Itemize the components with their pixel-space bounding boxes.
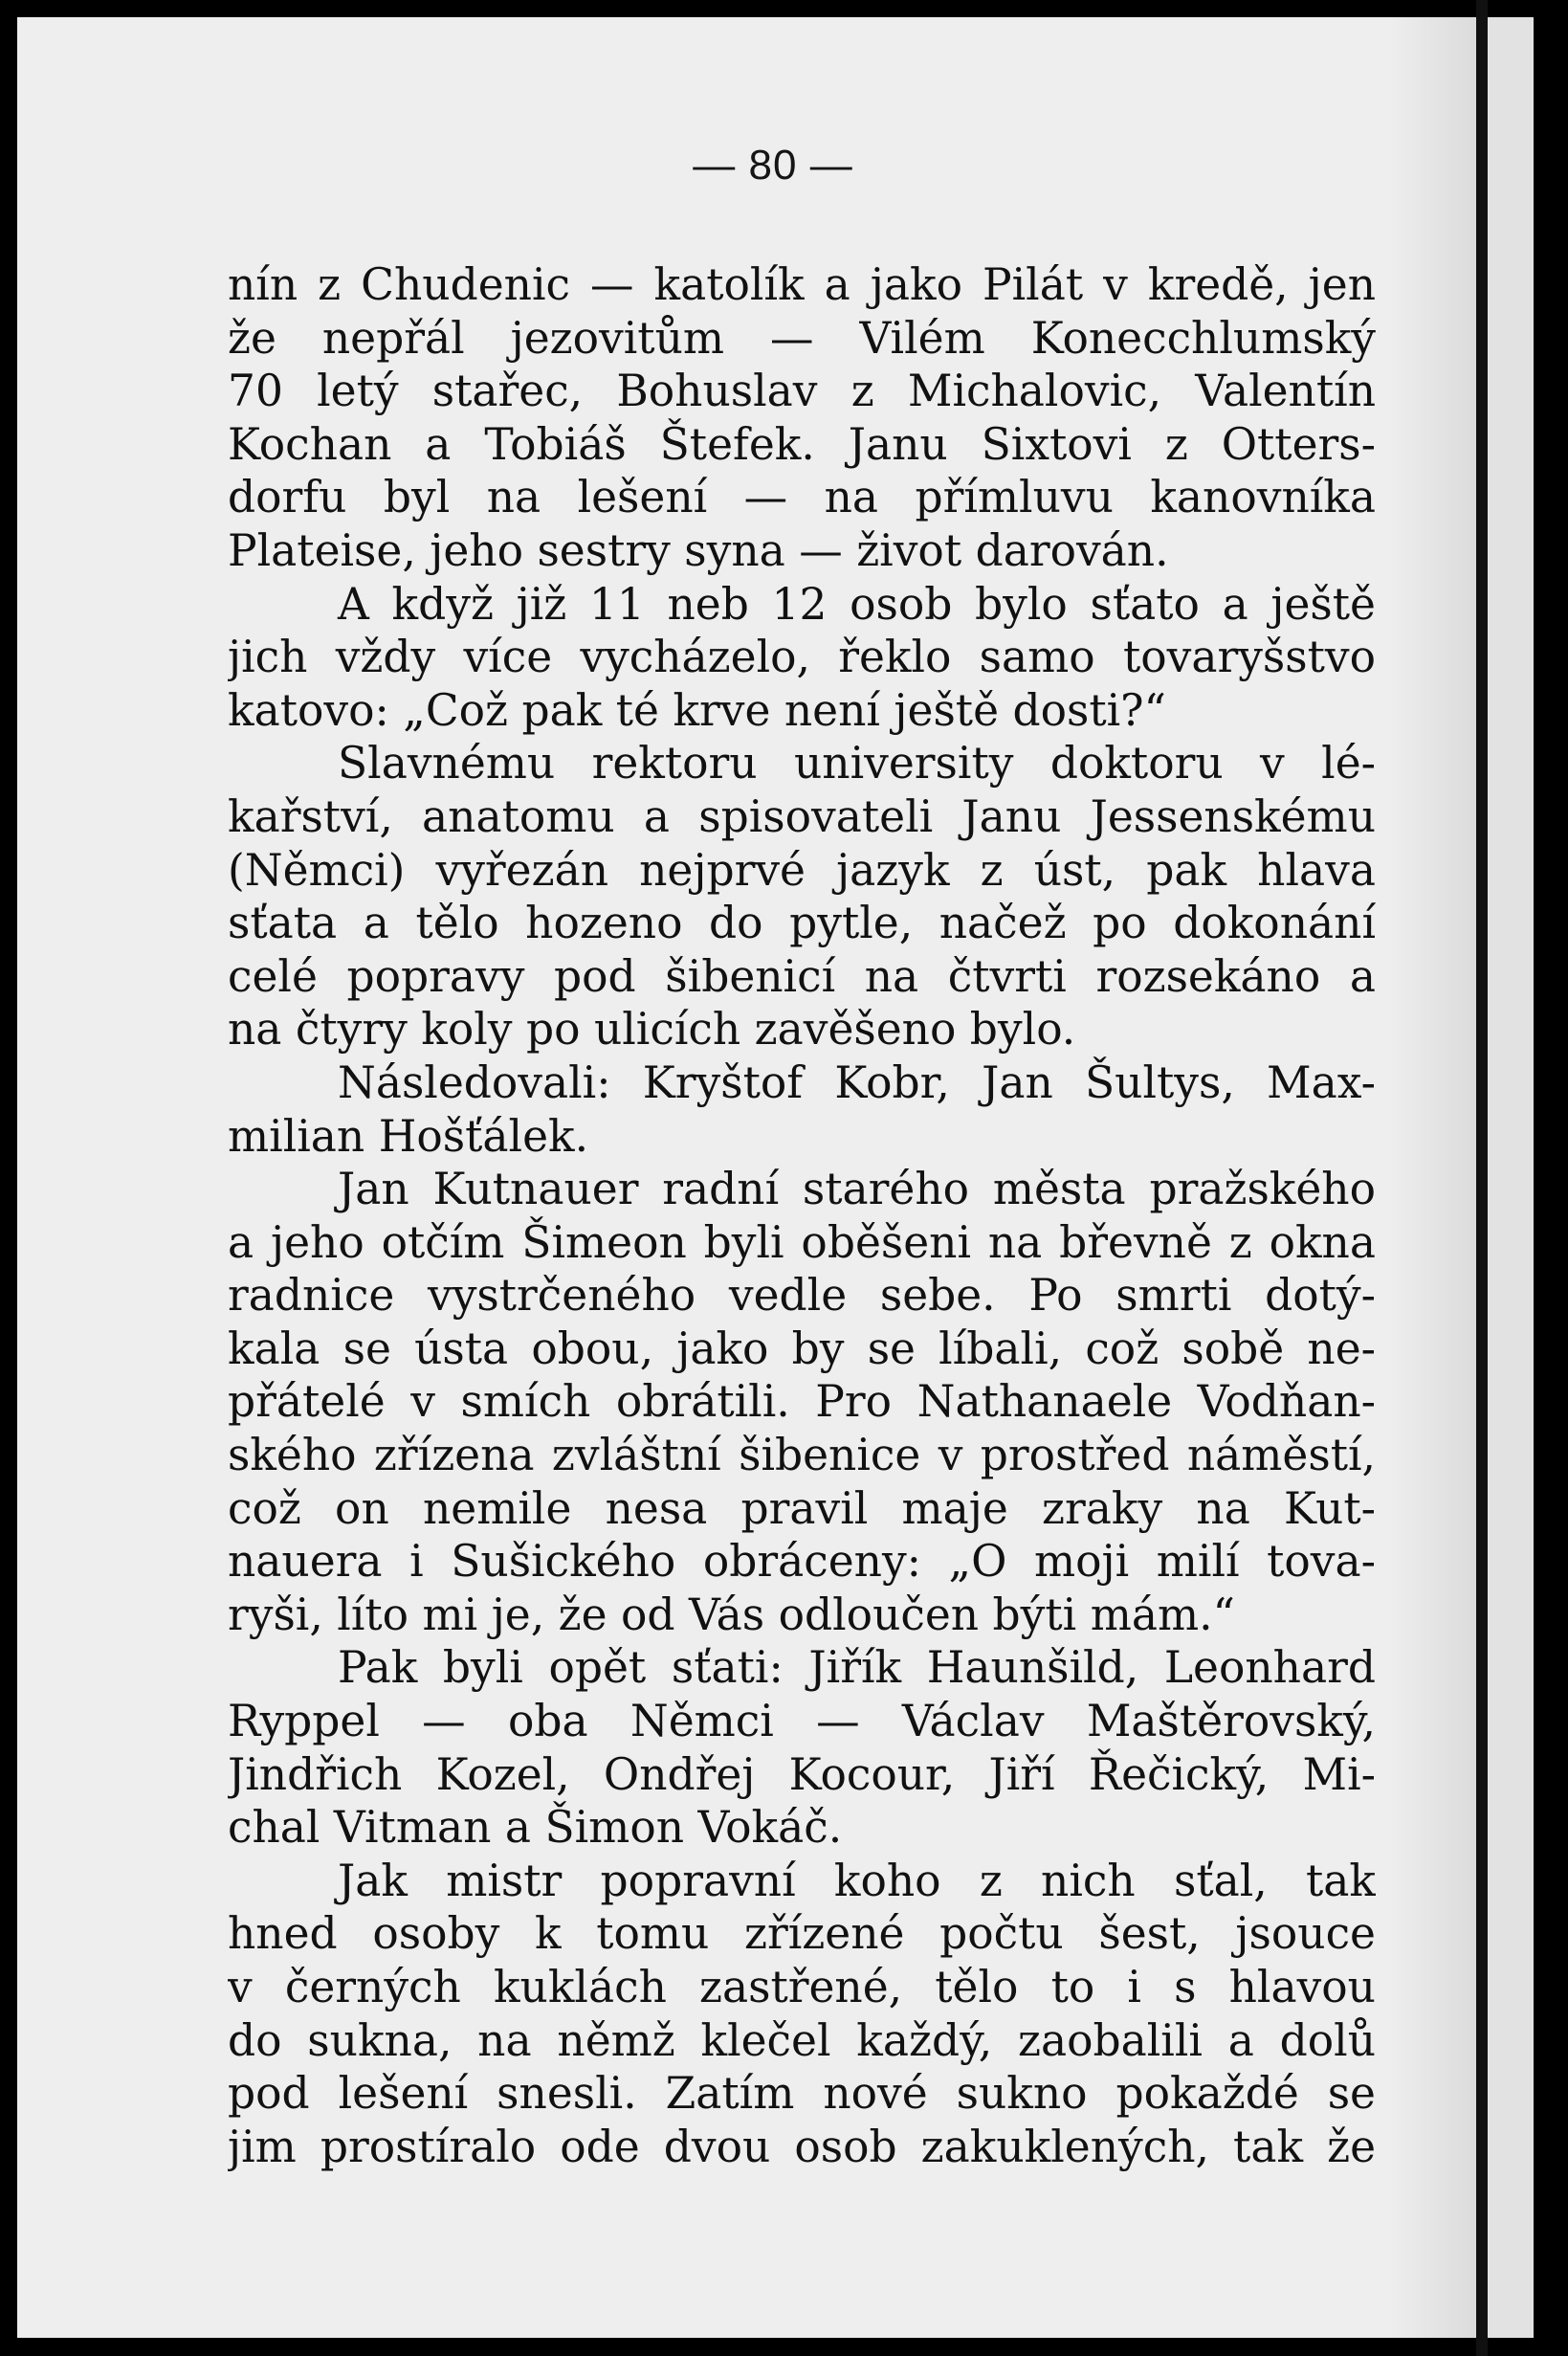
text-line: Pak byli opět sťati: Jiřík Haunšild, Leonhard [338, 1642, 1376, 1694]
scan-border [1534, 0, 1568, 2356]
text-line: ského zřízena zvláštní šibenice v prostřed náměstí, [228, 1430, 1376, 1481]
text-line: nín z Chudenic — katolík a jako Pilát v kredě, jen [228, 259, 1376, 310]
text-line: Plateise, jeho sestry syna — život darován. [228, 524, 1169, 576]
text-line: Jan Kutnauer radní starého města pražského [338, 1164, 1376, 1215]
text-line: hned osoby k tomu zřízené počtu šest, jsouce [228, 1908, 1376, 1960]
text-line: 70 letý stařec, Bohuslav z Michalovic, Valentín [228, 366, 1376, 417]
text-line: ryši, líto mi je, že od Vás odloučen býti mám.“ [228, 1589, 1235, 1640]
text-line: v černých kuklách zastřené, tělo to i s hlavou [228, 1962, 1376, 2012]
text-line: na čtyry koly po ulicích zavěšeno bylo. [228, 1004, 1076, 1056]
text-line: Ryppel — oba Němci — Václav Maštěrovský, [228, 1696, 1376, 1747]
text-line: že nepřál jezovitům — Vilém Konecchlumský [228, 312, 1376, 364]
text-line: Jak mistr popravní koho z nich sťal, tak [338, 1855, 1376, 1906]
text-line: dorfu byl na lešení — na přímluvu kanovníka [228, 472, 1376, 523]
text-line: (Němci) vyřezán nejprvé jazyk z úst, pak hlava [228, 844, 1376, 896]
text-line: radnice vystrčeného vedle sebe. Po smrti dotý- [228, 1270, 1376, 1322]
text-line: chal Vitman a Šimon Vokáč. [228, 1802, 843, 1854]
text-line: což on nemile nesa pravil maje zraky na Kut- [228, 1482, 1376, 1534]
book-page [17, 17, 1476, 2338]
text-line: nauera i Sušického obráceny: „O moji milí tova- [228, 1536, 1376, 1588]
text-line: Slavnému rektoru university doktoru v lé- [338, 738, 1376, 789]
text-line: sťata a tělo hozeno do pytle, načež po dokonání [228, 898, 1376, 949]
text-line: pod lešení snesli. Zatím nové sukno pokaždé se [228, 2068, 1376, 2120]
adjacent-page-edge [1488, 17, 1534, 2338]
text-line: katovo: „Což pak té krve není ještě dosti?“ [228, 684, 1166, 736]
text-line: A když již 11 neb 12 osob bylo sťato a ještě [338, 578, 1376, 630]
text-line: kala se ústa obou, jako by se líbali, což sobě ne- [228, 1322, 1376, 1374]
page-body-text [228, 258, 1376, 2173]
text-line: Jindřich Kozel, Ondřej Kocour, Jiří Řečický, Mi- [228, 1748, 1376, 1800]
text-line: Následovali: Kryštof Kobr, Jan Šultys, Max- [338, 1056, 1376, 1108]
text-line: jich vždy více vycházelo, řeklo samo tovaryšstvo [228, 632, 1376, 683]
text-line: jim prostíralo ode dvou osob zakuklených, tak že [228, 2121, 1376, 2172]
text-line: celé popravy pod šibenicí na čtvrti rozsekáno a [228, 950, 1376, 1002]
page-number: — 80 — [693, 142, 853, 189]
text-line: Kochan a Tobiáš Štefek. Janu Sixtovi z Otters- [228, 418, 1376, 470]
text-line: do sukna, na němž klečel každý, zaobalili a dolů [228, 2014, 1376, 2066]
book-gutter [1476, 0, 1488, 2356]
text-line: kařství, anatomu a spisovateli Janu Jessenskému [228, 790, 1376, 842]
text-line: a jeho otčím Šimeon byli oběšeni na břevně z okna [228, 1216, 1376, 1268]
text-line: přátelé v smích obrátili. Pro Nathanaele Vodňan- [228, 1376, 1376, 1428]
text-line: milian Hošťálek. [228, 1110, 589, 1162]
